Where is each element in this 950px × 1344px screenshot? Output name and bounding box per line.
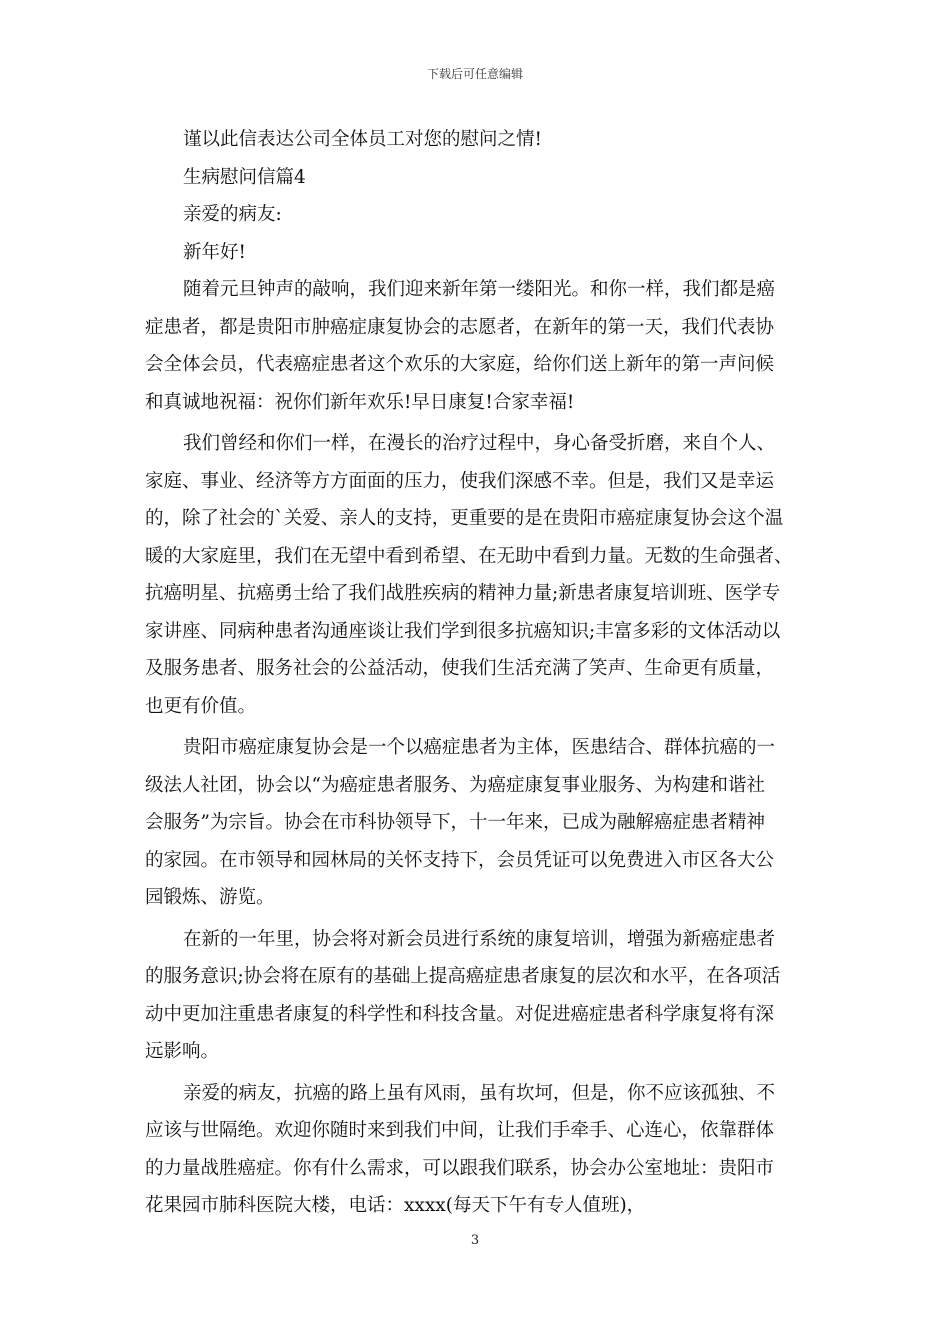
text-line: 应该与世隔绝。欢迎你随时来到我们中间，让我们手牵手、心连心，依靠群体 xyxy=(145,1120,775,1141)
text-line: 新年好! xyxy=(183,241,246,263)
text-line: 谨以此信表达公司全体员工对您的慰问之情! xyxy=(183,129,542,150)
paragraph xyxy=(145,121,807,159)
text-line: 家庭、事业、经济等方方面面的压力，使我们深感不幸。但是，我们又是幸运 xyxy=(145,470,775,492)
paragraph xyxy=(145,234,807,272)
text-line: 园锻炼、游览。 xyxy=(145,887,275,908)
paragraph xyxy=(145,271,807,421)
text-line: 及服务患者、服务社会的公益活动，使我们生活充满了笑声、生命更有质量， xyxy=(145,658,775,679)
text-line: 随着元旦钟声的敲响，我们迎来新年第一缕阳光。和你一样，我们都是癌 xyxy=(183,279,776,300)
text-line: 亲爱的病友，抗癌的路上虽有风雨，虽有坎坷，但是，你不应该孤独、不 xyxy=(183,1082,776,1104)
document-body xyxy=(145,121,807,1225)
text-line: 会全体会员，代表癌症患者这个欢乐的大家庭，给你们送上新年的第一声问候 xyxy=(145,354,775,375)
text-line: 贵阳市癌症康复协会是一个以癌症患者为主体，医患结合、群体抗癌的一 xyxy=(183,737,776,758)
text-line: 的力量战胜癌症。你有什么需求，可以跟我们联系，协会办公室地址：贵阳市 xyxy=(145,1157,775,1179)
text-line: 症患者，都是贵阳市肿癌症康复协会的志愿者，在新年的第一天，我们代表协 xyxy=(145,316,775,338)
text-line: 在新的一年里，协会将对新会员进行系统的康复培训，增强为新癌症患者 xyxy=(183,928,776,950)
text-line: 花果园市肺科医院大楼，电话：xxxx(每天下午有专人值班)， xyxy=(145,1195,646,1216)
text-line: 我们曾经和你们一样，在漫长的治疗过程中，身心备受折磨，来自个人、 xyxy=(183,433,776,454)
text-line: 动中更加注重患者康复的科学性和科技含量。对促进癌症患者科学康复将有深 xyxy=(145,1003,775,1025)
paragraph xyxy=(145,196,807,234)
paragraph xyxy=(145,729,807,917)
text-line: 的家园。在市领导和园林局的关怀支持下，会员凭证可以免费进入市区各大公 xyxy=(145,849,775,871)
page-header: 下载后可任意编辑 xyxy=(426,67,523,81)
text-line: 远影响。 xyxy=(145,1041,220,1062)
paragraph xyxy=(145,425,807,725)
text-line: 生病慰问信篇4 xyxy=(183,166,306,188)
paragraph xyxy=(145,159,807,197)
text-line: 也更有价值。 xyxy=(145,695,257,717)
page-number: 3 xyxy=(470,1233,480,1248)
text-line: 家讲座、同病种患者沟通座谈让我们学到很多抗癌知识;丰富多彩的文体活动以 xyxy=(145,620,781,642)
text-line: 暖的大家庭里，我们在无望中看到希望、在无助中看到力量。无数的生命强者、 xyxy=(145,545,793,567)
paragraph xyxy=(145,1075,807,1225)
text-line: 和真诚地祝福：祝你们新年欢乐!早日康复!合家幸福! xyxy=(145,391,575,413)
text-line: 抗癌明星、抗癌勇士给了我们战胜疾病的精神力量;新患者康复培训班、医学专 xyxy=(145,583,781,604)
text-line: 的，除了社会的`关爱、亲人的支持，更重要的是在贵阳市癌症康复协会这个温 xyxy=(145,508,784,529)
text-line: 级法人社团，协会以“为癌症患者服务、为癌症康复事业服务、为构建和谐社 xyxy=(145,774,765,796)
text-line: 亲爱的病友: xyxy=(183,204,282,225)
text-line: 的服务意识;协会将在原有的基础上提高癌症患者康复的层次和水平，在各项活 xyxy=(145,966,781,987)
paragraph xyxy=(145,921,807,1071)
text-line: 会服务”为宗旨。协会在市科协领导下，十一年来，已成为融解癌症患者精神 xyxy=(145,812,765,833)
